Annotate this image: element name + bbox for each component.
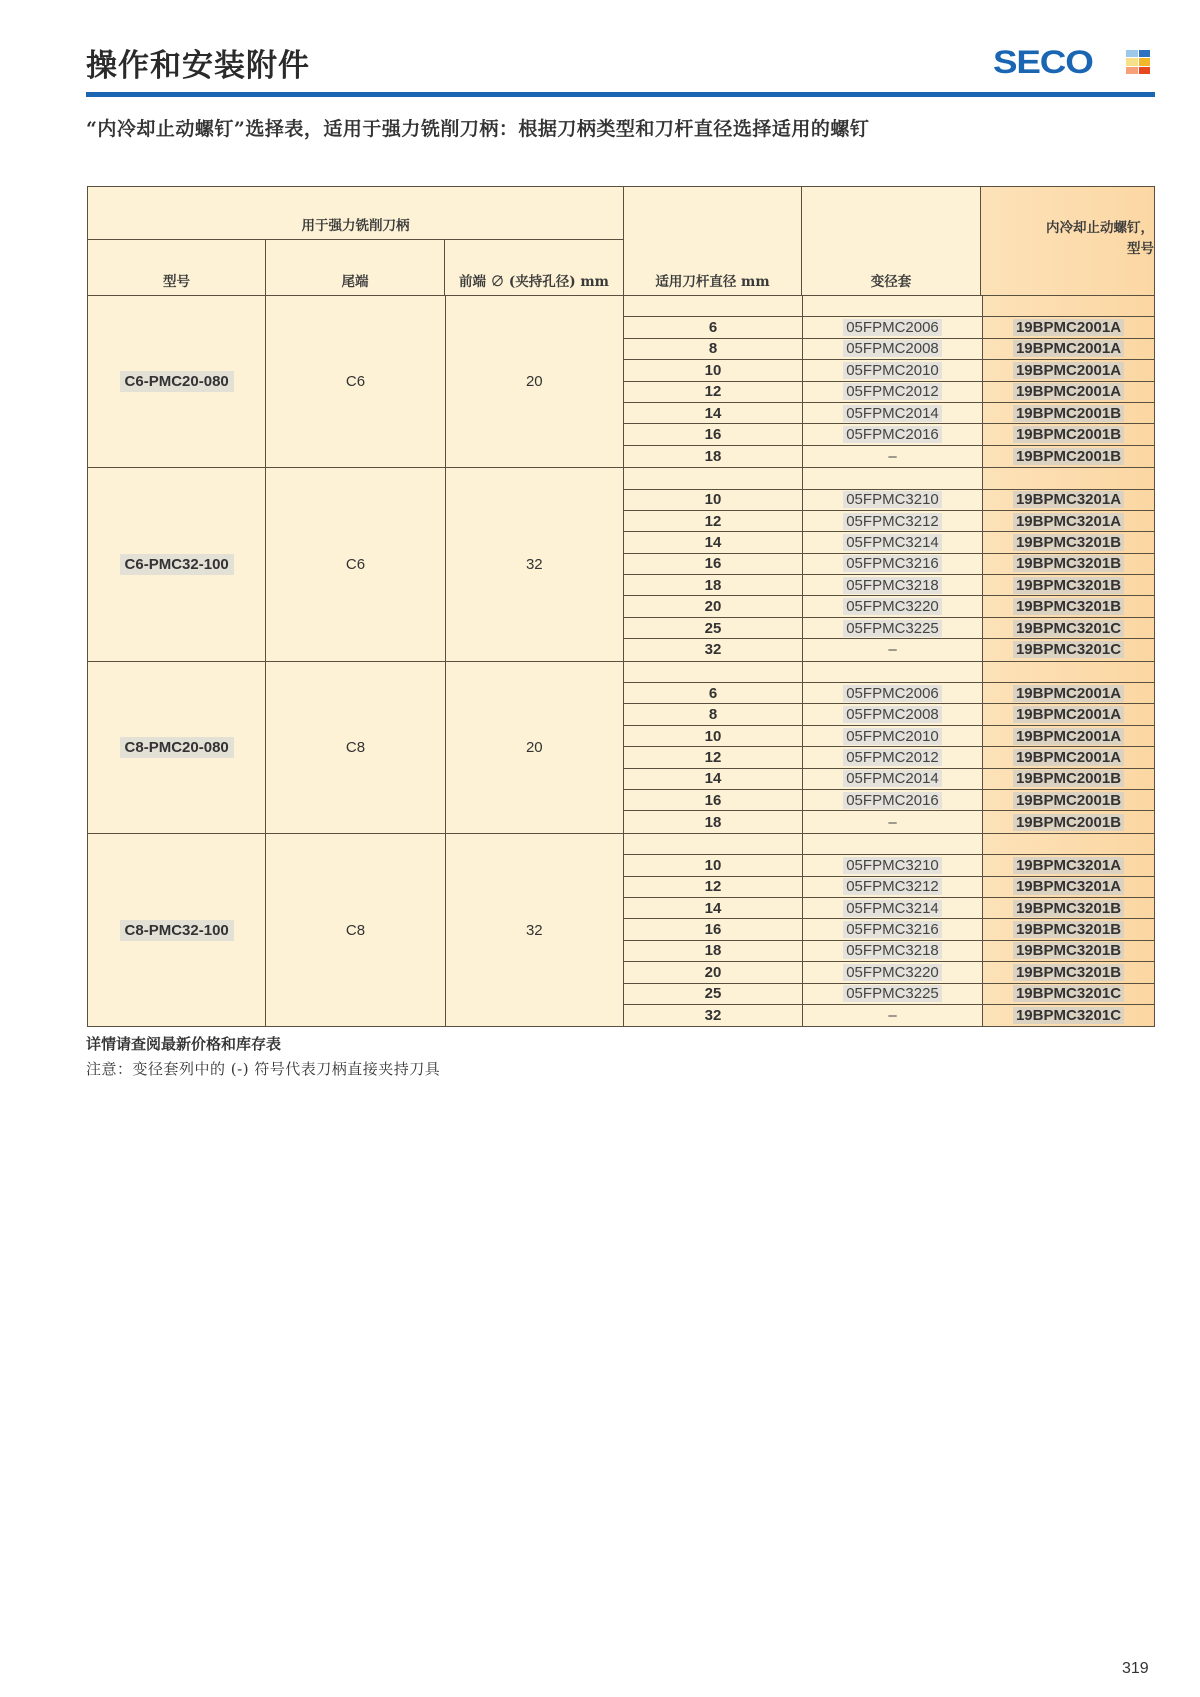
reducer-sleeve — [803, 554, 983, 574]
table-row — [624, 532, 1154, 553]
seco-logo — [993, 44, 1093, 80]
screw-code: 19BPMC2001A — [1013, 749, 1124, 766]
table-row — [624, 919, 1154, 940]
reducer-sleeve — [803, 683, 983, 703]
reducer-code: 05FPMC3216 — [843, 921, 942, 938]
holder-model-cell — [88, 662, 266, 833]
reducer-sleeve — [803, 747, 983, 767]
reducer-code: 05FPMC2008 — [843, 706, 942, 723]
holder-tail: C6 — [266, 296, 445, 467]
reducer-code: 05FPMC3218 — [843, 577, 942, 594]
screw-code: 19BPMC3201B — [1013, 577, 1124, 594]
table-row — [624, 360, 1154, 381]
reducer-code: 05FPMC3225 — [843, 985, 942, 1002]
screw-code: 19BPMC2001A — [1013, 362, 1124, 379]
shank-diameter: 12 — [624, 511, 803, 531]
reducer-code: 05FPMC2006 — [843, 319, 942, 336]
reducer-code: 05FPMC3216 — [843, 555, 942, 572]
screw-cell — [983, 941, 1154, 961]
table-row — [624, 683, 1154, 704]
screw-cell — [983, 339, 1154, 359]
screw-cell — [983, 403, 1154, 423]
table-row — [624, 490, 1154, 511]
logo-text: SECO — [993, 44, 1093, 80]
header-model: 型号 — [88, 240, 266, 295]
screw-cell — [983, 554, 1154, 574]
reducer-sleeve — [803, 962, 983, 982]
screw-cell — [983, 855, 1154, 875]
table-row — [624, 704, 1154, 725]
table-row — [624, 511, 1154, 532]
screw-cell — [983, 575, 1154, 595]
screw-cell — [983, 532, 1154, 552]
shank-diameter: 16 — [624, 790, 803, 810]
reducer-code: 05FPMC2012 — [843, 383, 942, 400]
shank-diameter: 10 — [624, 855, 803, 875]
screw-code: 19BPMC2001A — [1013, 706, 1124, 723]
screw-code: 19BPMC2001B — [1013, 405, 1124, 422]
table-row — [624, 747, 1154, 768]
table-row — [624, 639, 1154, 660]
screw-code: 19BPMC2001B — [1013, 814, 1124, 831]
screw-code: 19BPMC3201C — [1013, 985, 1124, 1002]
page-title: 操作和安装附件 — [86, 48, 310, 84]
table-group — [88, 296, 1154, 468]
blank-row — [624, 834, 1154, 855]
reducer-code: 05FPMC3218 — [843, 942, 942, 959]
reducer-code: 05FPMC2010 — [843, 728, 942, 745]
reducer-sleeve — [803, 490, 983, 510]
reducer-sleeve — [803, 898, 983, 918]
table-row — [624, 339, 1154, 360]
screw-code: 19BPMC3201B — [1013, 598, 1124, 615]
screw-cell — [983, 446, 1154, 467]
header-group-label: 用于强力铣削刀柄 — [88, 187, 623, 240]
table-subtitle: “内冷却止动螺钉”选择表，适用于强力铣削刀柄：根据刀柄类型和刀杆直径选择适用的螺钉 — [86, 118, 870, 140]
holder-front-diameter: 32 — [525, 921, 543, 939]
reducer-sleeve — [803, 403, 983, 423]
screw-cell — [983, 898, 1154, 918]
screw-code: 19BPMC3201A — [1013, 857, 1124, 874]
header-subcolumns — [88, 240, 623, 295]
screw-code: 19BPMC3201C — [1013, 641, 1124, 658]
reducer-sleeve — [803, 919, 983, 939]
reducer-code: 05FPMC3212 — [843, 513, 942, 530]
holder-tail: C6 — [266, 468, 445, 661]
logo-square — [1139, 67, 1151, 74]
table-row — [624, 877, 1154, 898]
reducer-code: 05FPMC2016 — [843, 792, 942, 809]
reducer-sleeve — [803, 596, 983, 616]
screw-cell — [983, 683, 1154, 703]
table-row — [624, 811, 1154, 832]
screw-code: 19BPMC3201B — [1013, 534, 1124, 551]
table-row — [624, 984, 1154, 1005]
logo-squares-icon — [1126, 50, 1150, 74]
table-row — [624, 898, 1154, 919]
shank-diameter: 32 — [624, 639, 803, 660]
reducer-sleeve — [803, 726, 983, 746]
shank-diameter: 6 — [624, 317, 803, 337]
shank-diameter: 10 — [624, 360, 803, 380]
screw-code: 19BPMC2001A — [1013, 685, 1124, 702]
reducer-sleeve — [803, 855, 983, 875]
shank-diameter: 32 — [624, 1005, 803, 1026]
screw-code: 19BPMC2001B — [1013, 448, 1124, 465]
screw-cell — [983, 704, 1154, 724]
holder-model-cell — [88, 468, 266, 661]
header-front-diameter: 前端 ∅ (夹持孔径) mm — [459, 274, 609, 290]
shank-rows — [624, 834, 1154, 1027]
screw-cell — [983, 747, 1154, 767]
shank-diameter: 10 — [624, 726, 803, 746]
table-row — [624, 575, 1154, 596]
reducer-sleeve — [803, 704, 983, 724]
note-price-stock: 详情请查阅最新价格和库存表 — [86, 1035, 282, 1053]
blank-row — [624, 296, 1154, 317]
holder-model-cell — [88, 296, 266, 467]
reducer-code: 05FPMC3225 — [843, 620, 942, 637]
screw-cell — [983, 877, 1154, 897]
holder-info — [88, 296, 624, 467]
table-row — [624, 618, 1154, 639]
screw-cell — [983, 811, 1154, 832]
table-group — [88, 834, 1154, 1027]
shank-diameter: 18 — [624, 941, 803, 961]
note-dash-symbol: 注意：变径套列中的 (-) 符号代表刀柄直接夹持刀具 — [86, 1060, 441, 1078]
reducer-code: 05FPMC2006 — [843, 685, 942, 702]
reducer-none: – — [888, 1007, 897, 1025]
table-row — [624, 446, 1154, 467]
reducer-sleeve — [803, 511, 983, 531]
screw-code: 19BPMC2001A — [1013, 340, 1124, 357]
shank-diameter: 12 — [624, 382, 803, 402]
reducer-sleeve — [803, 575, 983, 595]
blank-row — [624, 662, 1154, 683]
holder-tail: C8 — [266, 834, 445, 1027]
shank-diameter: 14 — [624, 403, 803, 423]
logo-square — [1126, 67, 1138, 74]
reducer-code: 05FPMC2010 — [843, 362, 942, 379]
reducer-sleeve — [803, 790, 983, 810]
table-row — [624, 382, 1154, 403]
reducer-code: 05FPMC2008 — [843, 340, 942, 357]
screw-cell — [983, 424, 1154, 444]
screw-code: 19BPMC3201A — [1013, 491, 1124, 508]
shank-diameter: 8 — [624, 704, 803, 724]
logo-square — [1139, 50, 1151, 57]
shank-diameter: 10 — [624, 490, 803, 510]
screw-cell — [983, 1005, 1154, 1026]
screw-cell — [983, 962, 1154, 982]
reducer-code: 05FPMC3210 — [843, 857, 942, 874]
screw-cell — [983, 382, 1154, 402]
shank-diameter: 18 — [624, 446, 803, 467]
reducer-code: 05FPMC2014 — [843, 405, 942, 422]
page-number: 319 — [1122, 1660, 1149, 1677]
reducer-sleeve — [803, 811, 983, 832]
holder-tail: C8 — [266, 662, 445, 833]
shank-diameter: 18 — [624, 811, 803, 832]
screw-code: 19BPMC2001B — [1013, 792, 1124, 809]
reducer-sleeve — [803, 877, 983, 897]
table-row — [624, 403, 1154, 424]
reducer-sleeve — [803, 618, 983, 638]
screw-code: 19BPMC3201B — [1013, 942, 1124, 959]
table-group — [88, 662, 1154, 834]
shank-diameter: 14 — [624, 532, 803, 552]
screw-cell — [983, 490, 1154, 510]
screw-cell — [983, 360, 1154, 380]
reducer-sleeve — [803, 424, 983, 444]
holder-info — [88, 662, 624, 833]
shank-rows — [624, 296, 1154, 467]
table-row — [624, 790, 1154, 811]
table-row — [624, 596, 1154, 617]
screw-selection-table — [87, 186, 1155, 1027]
shank-diameter: 14 — [624, 898, 803, 918]
screw-code: 19BPMC2001A — [1013, 728, 1124, 745]
reducer-sleeve — [803, 360, 983, 380]
holder-info — [88, 834, 624, 1027]
logo-square — [1139, 58, 1151, 65]
screw-cell — [983, 639, 1154, 660]
screw-code: 19BPMC3201A — [1013, 513, 1124, 530]
table-row — [624, 1005, 1154, 1026]
reducer-sleeve — [803, 532, 983, 552]
screw-code: 19BPMC3201A — [1013, 878, 1124, 895]
logo-square — [1126, 50, 1138, 57]
table-header — [88, 187, 1154, 296]
shank-rows — [624, 468, 1154, 661]
shank-diameter: 12 — [624, 877, 803, 897]
reducer-code: 05FPMC3214 — [843, 900, 942, 917]
screw-code: 19BPMC3201C — [1013, 1007, 1124, 1024]
shank-diameter: 14 — [624, 769, 803, 789]
blank-row — [624, 468, 1154, 489]
screw-cell — [983, 769, 1154, 789]
header-shank-diameter: 适用刀杆直径 mm — [624, 187, 802, 295]
reducer-code: 05FPMC2016 — [843, 426, 942, 443]
screw-cell — [983, 984, 1154, 1004]
screw-code: 19BPMC3201B — [1013, 900, 1124, 917]
screw-code: 19BPMC2001A — [1013, 319, 1124, 336]
screw-cell — [983, 726, 1154, 746]
reducer-none: – — [888, 447, 897, 465]
reducer-none: – — [888, 813, 897, 831]
shank-diameter: 18 — [624, 575, 803, 595]
table-group — [88, 468, 1154, 662]
holder-front-diameter: 32 — [525, 555, 543, 573]
reducer-code: 05FPMC2012 — [843, 749, 942, 766]
table-row — [624, 941, 1154, 962]
header-screw — [981, 187, 1154, 295]
header-tail: 尾端 — [266, 240, 445, 295]
shank-diameter: 16 — [624, 554, 803, 574]
header-screw-line2: 型号 — [1127, 240, 1154, 257]
reducer-sleeve — [803, 1005, 983, 1026]
holder-model: C6-PMC32-100 — [120, 554, 234, 575]
holder-info — [88, 468, 624, 661]
reducer-sleeve — [803, 339, 983, 359]
screw-cell — [983, 618, 1154, 638]
header-screw-line1: 内冷却止动螺钉， — [1046, 219, 1154, 236]
screw-cell — [983, 317, 1154, 337]
screw-code: 19BPMC3201B — [1013, 964, 1124, 981]
holder-model: C8-PMC20-080 — [120, 737, 234, 758]
header-rule — [86, 92, 1155, 97]
table-row — [624, 962, 1154, 983]
screw-cell — [983, 919, 1154, 939]
table-body — [88, 296, 1154, 1026]
reducer-sleeve — [803, 769, 983, 789]
holder-model: C6-PMC20-080 — [120, 371, 234, 392]
screw-cell — [983, 511, 1154, 531]
reducer-sleeve — [803, 382, 983, 402]
screw-cell — [983, 790, 1154, 810]
reducer-sleeve — [803, 941, 983, 961]
shank-rows — [624, 662, 1154, 833]
table-row — [624, 769, 1154, 790]
reducer-sleeve — [803, 639, 983, 660]
shank-diameter: 16 — [624, 919, 803, 939]
screw-code: 19BPMC3201B — [1013, 921, 1124, 938]
shank-diameter: 25 — [624, 984, 803, 1004]
shank-diameter: 20 — [624, 962, 803, 982]
screw-code: 19BPMC2001A — [1013, 383, 1124, 400]
holder-model: C8-PMC32-100 — [120, 920, 234, 941]
reducer-code: 05FPMC3212 — [843, 878, 942, 895]
reducer-code: 05FPMC2014 — [843, 770, 942, 787]
header-reducer: 变径套 — [802, 187, 981, 295]
reducer-code: 05FPMC3220 — [843, 964, 942, 981]
screw-code: 19BPMC2001B — [1013, 426, 1124, 443]
shank-diameter: 6 — [624, 683, 803, 703]
table-row — [624, 424, 1154, 445]
reducer-code: 05FPMC3220 — [843, 598, 942, 615]
screw-code: 19BPMC3201C — [1013, 620, 1124, 637]
table-row — [624, 554, 1154, 575]
reducer-sleeve — [803, 317, 983, 337]
reducer-none: – — [888, 641, 897, 659]
holder-front-diameter: 20 — [525, 373, 543, 391]
reducer-sleeve — [803, 984, 983, 1004]
table-row — [624, 317, 1154, 338]
header-holder-group — [88, 187, 624, 295]
shank-diameter: 8 — [624, 339, 803, 359]
screw-code: 19BPMC2001B — [1013, 770, 1124, 787]
shank-diameter: 20 — [624, 596, 803, 616]
table-row — [624, 726, 1154, 747]
screw-code: 19BPMC3201B — [1013, 555, 1124, 572]
reducer-code: 05FPMC3210 — [843, 491, 942, 508]
holder-model-cell — [88, 834, 266, 1027]
holder-front-diameter: 20 — [525, 738, 543, 756]
logo-square — [1126, 58, 1138, 65]
shank-diameter: 12 — [624, 747, 803, 767]
reducer-code: 05FPMC3214 — [843, 534, 942, 551]
table-row — [624, 855, 1154, 876]
reducer-sleeve — [803, 446, 983, 467]
shank-diameter: 25 — [624, 618, 803, 638]
screw-cell — [983, 596, 1154, 616]
shank-diameter: 16 — [624, 424, 803, 444]
